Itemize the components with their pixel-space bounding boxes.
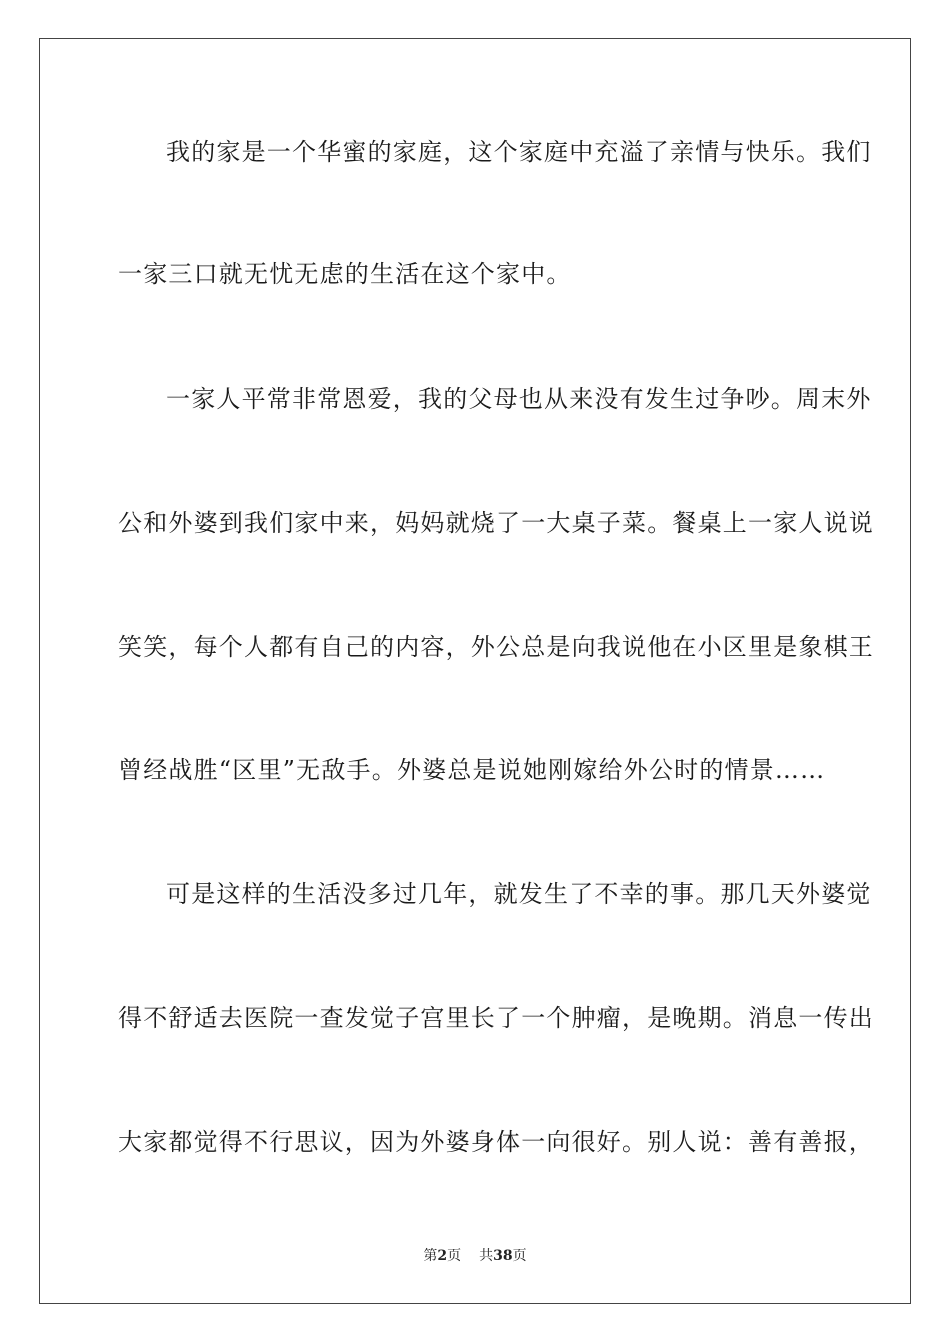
page-border (39, 38, 911, 1304)
total-suffix: 页 (512, 1248, 527, 1264)
paragraph-3-line-2: 得不舒适去医院一查发觉子宫里长了一个肿瘤，是晚期。消息一传出 (118, 1004, 874, 1032)
page-suffix: 页 (447, 1248, 462, 1264)
paragraph-3-line-1: 可是这样的生活没多过几年，就发生了不幸的事。那几天外婆觉 (166, 880, 872, 908)
paragraph-2-line-3: 笑笑，每个人都有自己的内容，外公总是向我说他在小区里是象棋王 (118, 633, 874, 661)
paragraph-2-line-1: 一家人平常非常恩爱，我的父母也从来没有发生过争吵。周末外 (166, 385, 872, 413)
total-prefix: 共 (479, 1248, 494, 1264)
paragraph-2-line-2: 公和外婆到我们家中来，妈妈就烧了一大桌子菜。餐桌上一家人说说 (118, 509, 874, 537)
paragraph-3-line-3: 大家都觉得不行思议，因为外婆身体一向很好。别人说：善有善报， (118, 1128, 874, 1156)
total-page-number: 38 (493, 1248, 513, 1264)
paragraph-1-line-1: 我的家是一个华蜜的家庭，这个家庭中充溢了亲情与快乐。我们 (166, 138, 872, 166)
current-page-number: 2 (437, 1248, 448, 1264)
page-prefix: 第 (423, 1248, 438, 1264)
paragraph-2-line-4: 曾经战胜“区里”无敌手。外婆总是说她刚嫁给外公时的情景…… (118, 756, 826, 784)
page-footer (0, 1246, 950, 1266)
paragraph-1-line-2: 一家三口就无忧无虑的生活在这个家中。 (118, 260, 572, 288)
